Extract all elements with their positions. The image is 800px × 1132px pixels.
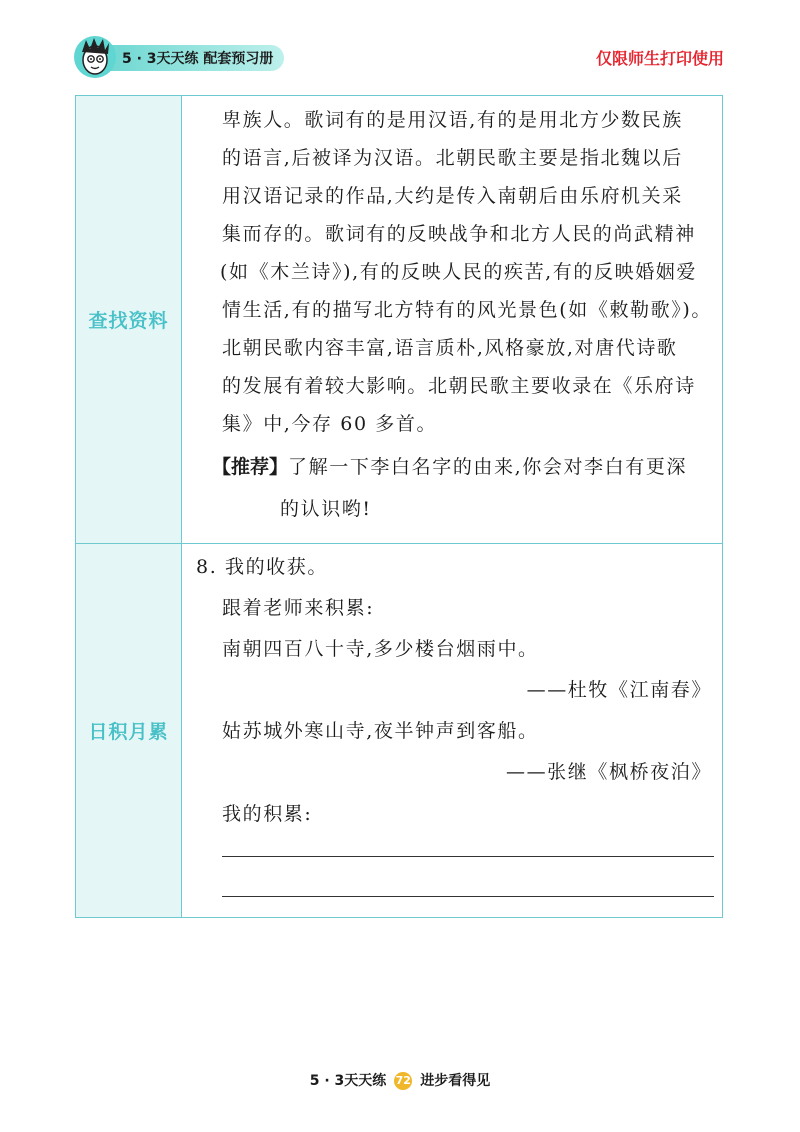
section-find-materials xyxy=(76,96,722,544)
text-line: 集而存的。歌词有的反映战争和北方人民的尚武精神 xyxy=(222,223,696,245)
section-content xyxy=(182,96,722,543)
page-header xyxy=(0,0,800,90)
text-line: (如《木兰诗》),有的反映人民的疾苦,有的反映婚姻爱 xyxy=(220,261,698,283)
text-line: 的发展有着较大影响。北朝民歌主要收录在《乐府诗 xyxy=(222,375,696,397)
text-line: 情生活,有的描写北方特有的风光景色(如《敕勒歌》)。 xyxy=(222,299,712,321)
footer-series: 5 · 3天天练 xyxy=(309,1073,387,1089)
page-number: 72 xyxy=(394,1072,412,1090)
poem-source: ——杜牧《江南春》 xyxy=(526,679,712,701)
writing-line[interactable] xyxy=(222,896,714,897)
text-line: 集》中,今存 60 多首。 xyxy=(222,413,438,435)
my-accumulation-label: 我的积累: xyxy=(222,803,313,825)
mascot-icon xyxy=(72,34,118,80)
section-daily-accumulation xyxy=(76,544,722,917)
text-line: 的语言,后被译为汉语。北朝民歌主要是指北魏以后 xyxy=(222,147,683,169)
restriction-notice: 仅限师生打印使用 xyxy=(595,49,724,68)
content-table xyxy=(75,95,723,918)
writing-line[interactable] xyxy=(222,856,714,857)
series-title: 5 · 3天天练 配套预习册 xyxy=(122,51,274,67)
recommend-text: 了解一下李白名字的由来,你会对李白有更深 xyxy=(288,456,688,478)
item-title: 8. 我的收获。 xyxy=(196,556,328,578)
section-content xyxy=(182,544,722,917)
poem-line: 南朝四百八十寺,多少楼台烟雨中。 xyxy=(222,638,539,660)
section-label: 查找资料 xyxy=(88,310,169,332)
recommend-label: 【推荐】 xyxy=(212,456,289,478)
section-label: 日积月累 xyxy=(88,721,169,743)
text-line: 用汉语记录的作品,大约是传入南朝后由乐府机关采 xyxy=(222,185,683,207)
page-footer xyxy=(0,1070,800,1090)
poem-line: 姑苏城外寒山寺,夜半钟声到客船。 xyxy=(222,720,539,742)
recommend-continuation: 的认识哟! xyxy=(280,498,372,520)
text-line: 北朝民歌内容丰富,语言质朴,风格豪放,对唐代诗歌 xyxy=(222,337,678,359)
intro-text: 跟着老师来积累: xyxy=(222,597,375,619)
section-label-cell xyxy=(76,544,182,917)
text-line: 卑族人。歌词有的是用汉语,有的是用北方少数民族 xyxy=(222,109,683,131)
footer-slogan: 进步看得见 xyxy=(420,1073,491,1089)
section-label-cell xyxy=(76,96,182,543)
recommend-line xyxy=(212,458,687,477)
poem-source: ——张继《枫桥夜泊》 xyxy=(505,761,712,783)
